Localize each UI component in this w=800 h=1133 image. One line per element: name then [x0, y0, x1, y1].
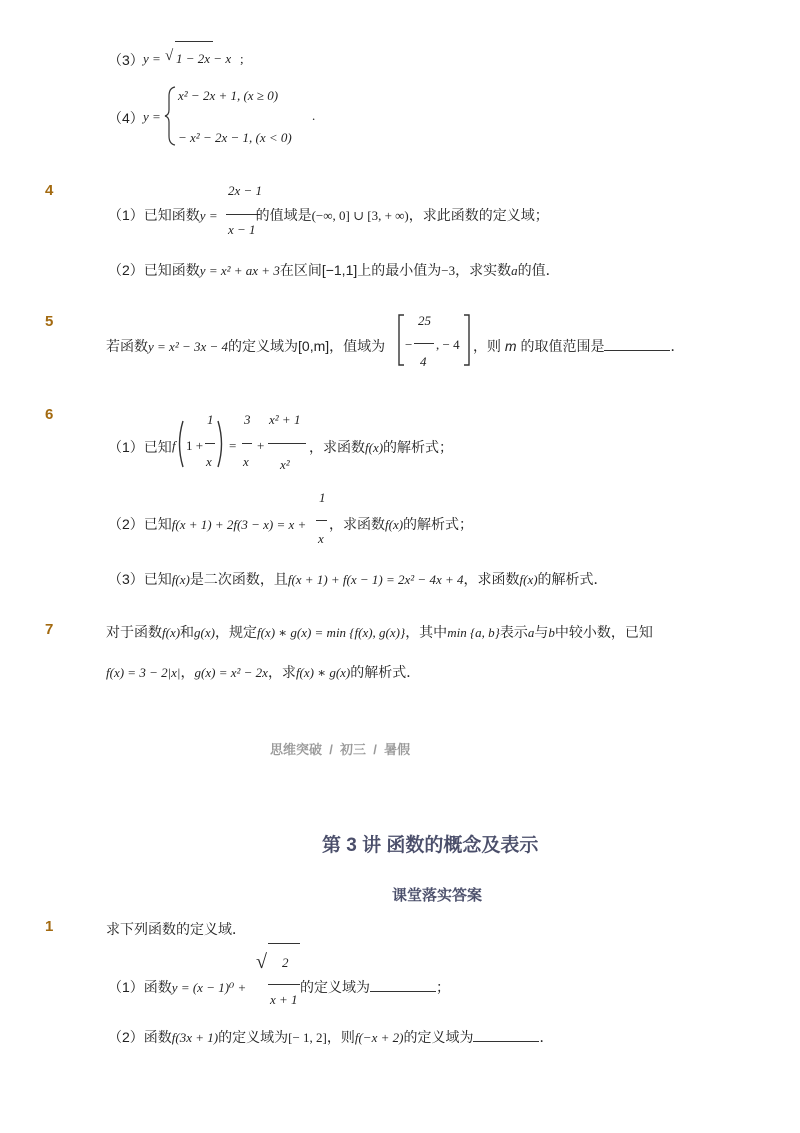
a1-p1-end: ； — [436, 979, 450, 995]
q6-p2 — [108, 514, 306, 534]
item-4-label: （4） — [108, 110, 144, 126]
answer-blank-2[interactable] — [473, 1029, 539, 1042]
answer-blank-1[interactable] — [370, 979, 436, 992]
q7-a: a — [527, 625, 535, 640]
q7-l2d: ，求 — [267, 664, 296, 680]
q6-frac2-den: x — [243, 454, 249, 469]
q7-l1b: ，其中 — [405, 624, 448, 640]
q4-p1-label: （1）已知函数 — [108, 207, 200, 223]
q6-p2-fx: f(x) — [385, 517, 404, 532]
a1-p2 — [108, 1027, 553, 1047]
q4-p1 — [108, 205, 549, 225]
q4-frac-num: 2x − 1 — [228, 183, 263, 198]
q5-rest: , − 4 — [436, 337, 460, 352]
sqrt-bar-2 — [268, 943, 300, 944]
q4-p2-label: （2）已知函数 — [108, 262, 200, 278]
q4-p1-lhs: y = — [199, 208, 218, 223]
q6-p2-tail-wrap — [329, 514, 473, 534]
item-3-label: （3） — [108, 52, 144, 68]
right-paren-icon — [216, 420, 226, 468]
q6-p2-tail: ，求函数 — [329, 516, 385, 532]
q5-end: ． — [670, 338, 685, 354]
a1-p2-mid: 的定义域为 — [218, 1029, 289, 1045]
q5-tail: ，则 — [473, 338, 505, 354]
a1-p2-range: [− 1, 2] — [288, 1030, 327, 1045]
item-4-case1: x² − 2x + 1, (x ≥ 0) — [178, 88, 279, 103]
q6-p2-frac-num: 1 — [319, 490, 326, 505]
question-number-1: 1 — [45, 918, 54, 935]
q7-b: b — [548, 625, 555, 640]
q4-p2-tail: ，求实数 — [455, 262, 512, 278]
a1-p2-tail: 的定义域为 — [403, 1029, 474, 1045]
q7-min: min {a, b} — [447, 625, 500, 640]
q6-p1-fx: f(x) — [365, 440, 384, 455]
a1-frac-den: x + 1 — [270, 992, 298, 1007]
q6-p2-tail2: 的解析式； — [403, 516, 474, 532]
q5-mid: 的定义域为[0,m]，值域为 — [228, 338, 386, 354]
a1-p2-expr1: f(3x + 1) — [171, 1030, 219, 1045]
q6-frac2-bar — [242, 443, 252, 444]
a1-p1 — [108, 977, 246, 997]
q4-p2-val: −3 — [441, 263, 456, 278]
left-paren-icon — [175, 420, 185, 468]
question-number-5: 5 — [45, 313, 54, 330]
q7-with: 与 — [534, 624, 549, 640]
q6-p2-label: （2）已知 — [108, 516, 172, 532]
q7-l1c: 表示 — [499, 624, 528, 640]
right-bracket-icon — [463, 314, 471, 366]
q6-p3 — [108, 569, 608, 589]
q7-l2f: 的解析式． — [350, 664, 421, 680]
a1-p1-tail: 的定义域为 — [300, 979, 370, 995]
q6-frac1-num: 1 — [207, 412, 214, 427]
a1-p1-expr: y = (x − 1)⁰ + — [171, 980, 247, 995]
a1-intro: 求下列函数的定义域． — [106, 921, 246, 937]
q6-p1-tail2: 的解析式； — [383, 439, 454, 455]
q6-frac1-bar — [205, 443, 215, 444]
q7-l2c: g(x) = x² − 2x — [194, 665, 268, 680]
q5-pre: 若函数 — [106, 338, 148, 354]
item-4-end: . — [312, 108, 316, 123]
sqrt-bar — [175, 41, 213, 42]
q7-l1a: 对于函数 — [106, 624, 162, 640]
q5-frac-num: 25 — [418, 313, 431, 328]
a1-frac-num: 2 — [282, 955, 289, 970]
item-3 — [108, 50, 144, 70]
q5-tail2: 的取值范围是 — [516, 338, 605, 354]
q6-p3-tail: ，求函数 — [463, 571, 520, 587]
q6-frac1-den: x — [206, 454, 212, 469]
q6-p2-frac-bar — [316, 520, 327, 521]
q4-p2-expr: y = x² + ax + 3 — [199, 263, 280, 278]
q6-p3-fx: f(x) — [171, 572, 190, 587]
q6-p1-one: 1 + — [186, 438, 204, 453]
item-4-case2: − x² − 2x − 1, (x < 0) — [178, 130, 292, 145]
q5-frac-bar — [414, 343, 434, 344]
sqrt-icon: √ — [165, 48, 174, 64]
q6-p1-tail-wrap — [309, 437, 453, 457]
question-number-4: 4 — [45, 182, 54, 199]
q4-p2-mid: 在区间[−1,1]上的最小值为 — [279, 262, 442, 278]
q5-expr: y = x² − 3x − 4 — [148, 339, 229, 354]
q6-p2-frac-den: x — [318, 531, 324, 546]
a1-p2-end: ． — [539, 1029, 554, 1045]
section-subtitle: 课堂落实答案 — [392, 887, 483, 904]
left-bracket-icon — [397, 314, 405, 366]
q7-f: f(x) — [162, 625, 181, 640]
q6-p2-expr: f(x + 1) + 2f(3 − x) = x + — [171, 517, 307, 532]
q7-g: g(x) — [194, 625, 215, 640]
q6-frac2-num: 3 — [244, 412, 251, 427]
a1-p1-tail-wrap — [300, 977, 450, 997]
item-3-lhs: y = — [143, 51, 161, 66]
q7-expr: f(x) ∗ g(x) = min {f(x), g(x)} — [256, 625, 406, 640]
q6-p3-mid: 是二次函数，且 — [189, 571, 288, 587]
q6-frac3-num: x² + 1 — [269, 412, 301, 427]
item-3-end: ; — [240, 51, 244, 66]
q7-line-2 — [106, 662, 420, 682]
q5-m: m — [504, 338, 517, 354]
q4-p2-tail2: 的值． — [517, 262, 560, 278]
q7-l1d: 中较小数，已知 — [554, 624, 653, 640]
a1-p2-mid2: ，则 — [326, 1029, 355, 1045]
q4-p2-var: a — [511, 263, 518, 278]
a1-p1-label: （1）函数 — [108, 979, 172, 995]
q6-frac3-bar — [268, 443, 306, 444]
q7-def: ，规定 — [214, 624, 257, 640]
q7-l2b: ， — [180, 664, 195, 680]
q5-neg: − — [405, 337, 413, 352]
q7-line-1 — [106, 622, 653, 642]
question-number-7: 7 — [45, 621, 54, 638]
q7-l2a: f(x) = 3 − 2|x| — [106, 665, 181, 680]
q6-p1-plus: + — [257, 438, 265, 453]
q6-p3-expr: f(x + 1) + f(x − 1) = 2x² − 4x + 4 — [287, 572, 464, 587]
q5-line-a — [106, 336, 385, 356]
answer-blank[interactable] — [604, 338, 670, 351]
q5-line-b — [473, 336, 684, 356]
q6-p1-f: f — [172, 438, 176, 453]
section-title: 第 3 讲 函数的概念及表示 — [322, 835, 539, 856]
q4-p1-mid: 的值域是 — [255, 207, 312, 223]
q7-l2e: f(x) ∗ g(x) — [295, 665, 351, 680]
question-number-6: 6 — [45, 406, 54, 423]
brace-icon — [164, 86, 178, 146]
q6-p3-fx2: f(x) — [519, 572, 538, 587]
a1-p2-expr2: f(−x + 2) — [354, 1030, 404, 1045]
q4-p1-tail: ，求此函数的定义域； — [408, 207, 549, 223]
item-3-radicand: 1 − 2x − x — [176, 51, 232, 66]
a1-p2-label: （2）函数 — [108, 1029, 172, 1045]
q6-p1-label: （1）已知 — [108, 439, 172, 455]
q6-p1-tail: ，求函数 — [309, 439, 365, 455]
q6-p1-eq: = — [229, 438, 237, 453]
q6-p3-label: （3）已知 — [108, 571, 172, 587]
q7-and: 和 — [180, 624, 195, 640]
page-footer: 思维突破 / 初三 / 暑假 — [270, 742, 411, 757]
q6-p3-tail2: 的解析式． — [537, 571, 608, 587]
q4-p2 — [108, 260, 560, 280]
item-4-lhs: y = — [143, 109, 161, 124]
q5-frac-den: 4 — [420, 354, 427, 369]
q4-frac-den: x − 1 — [228, 222, 256, 237]
q6-frac3-den: x² — [280, 457, 290, 472]
a1-frac-bar — [268, 984, 300, 985]
sqrt-icon-2: √ — [256, 951, 267, 973]
q4-p1-range: (−∞, 0] ∪ [3, + ∞) — [311, 208, 409, 223]
